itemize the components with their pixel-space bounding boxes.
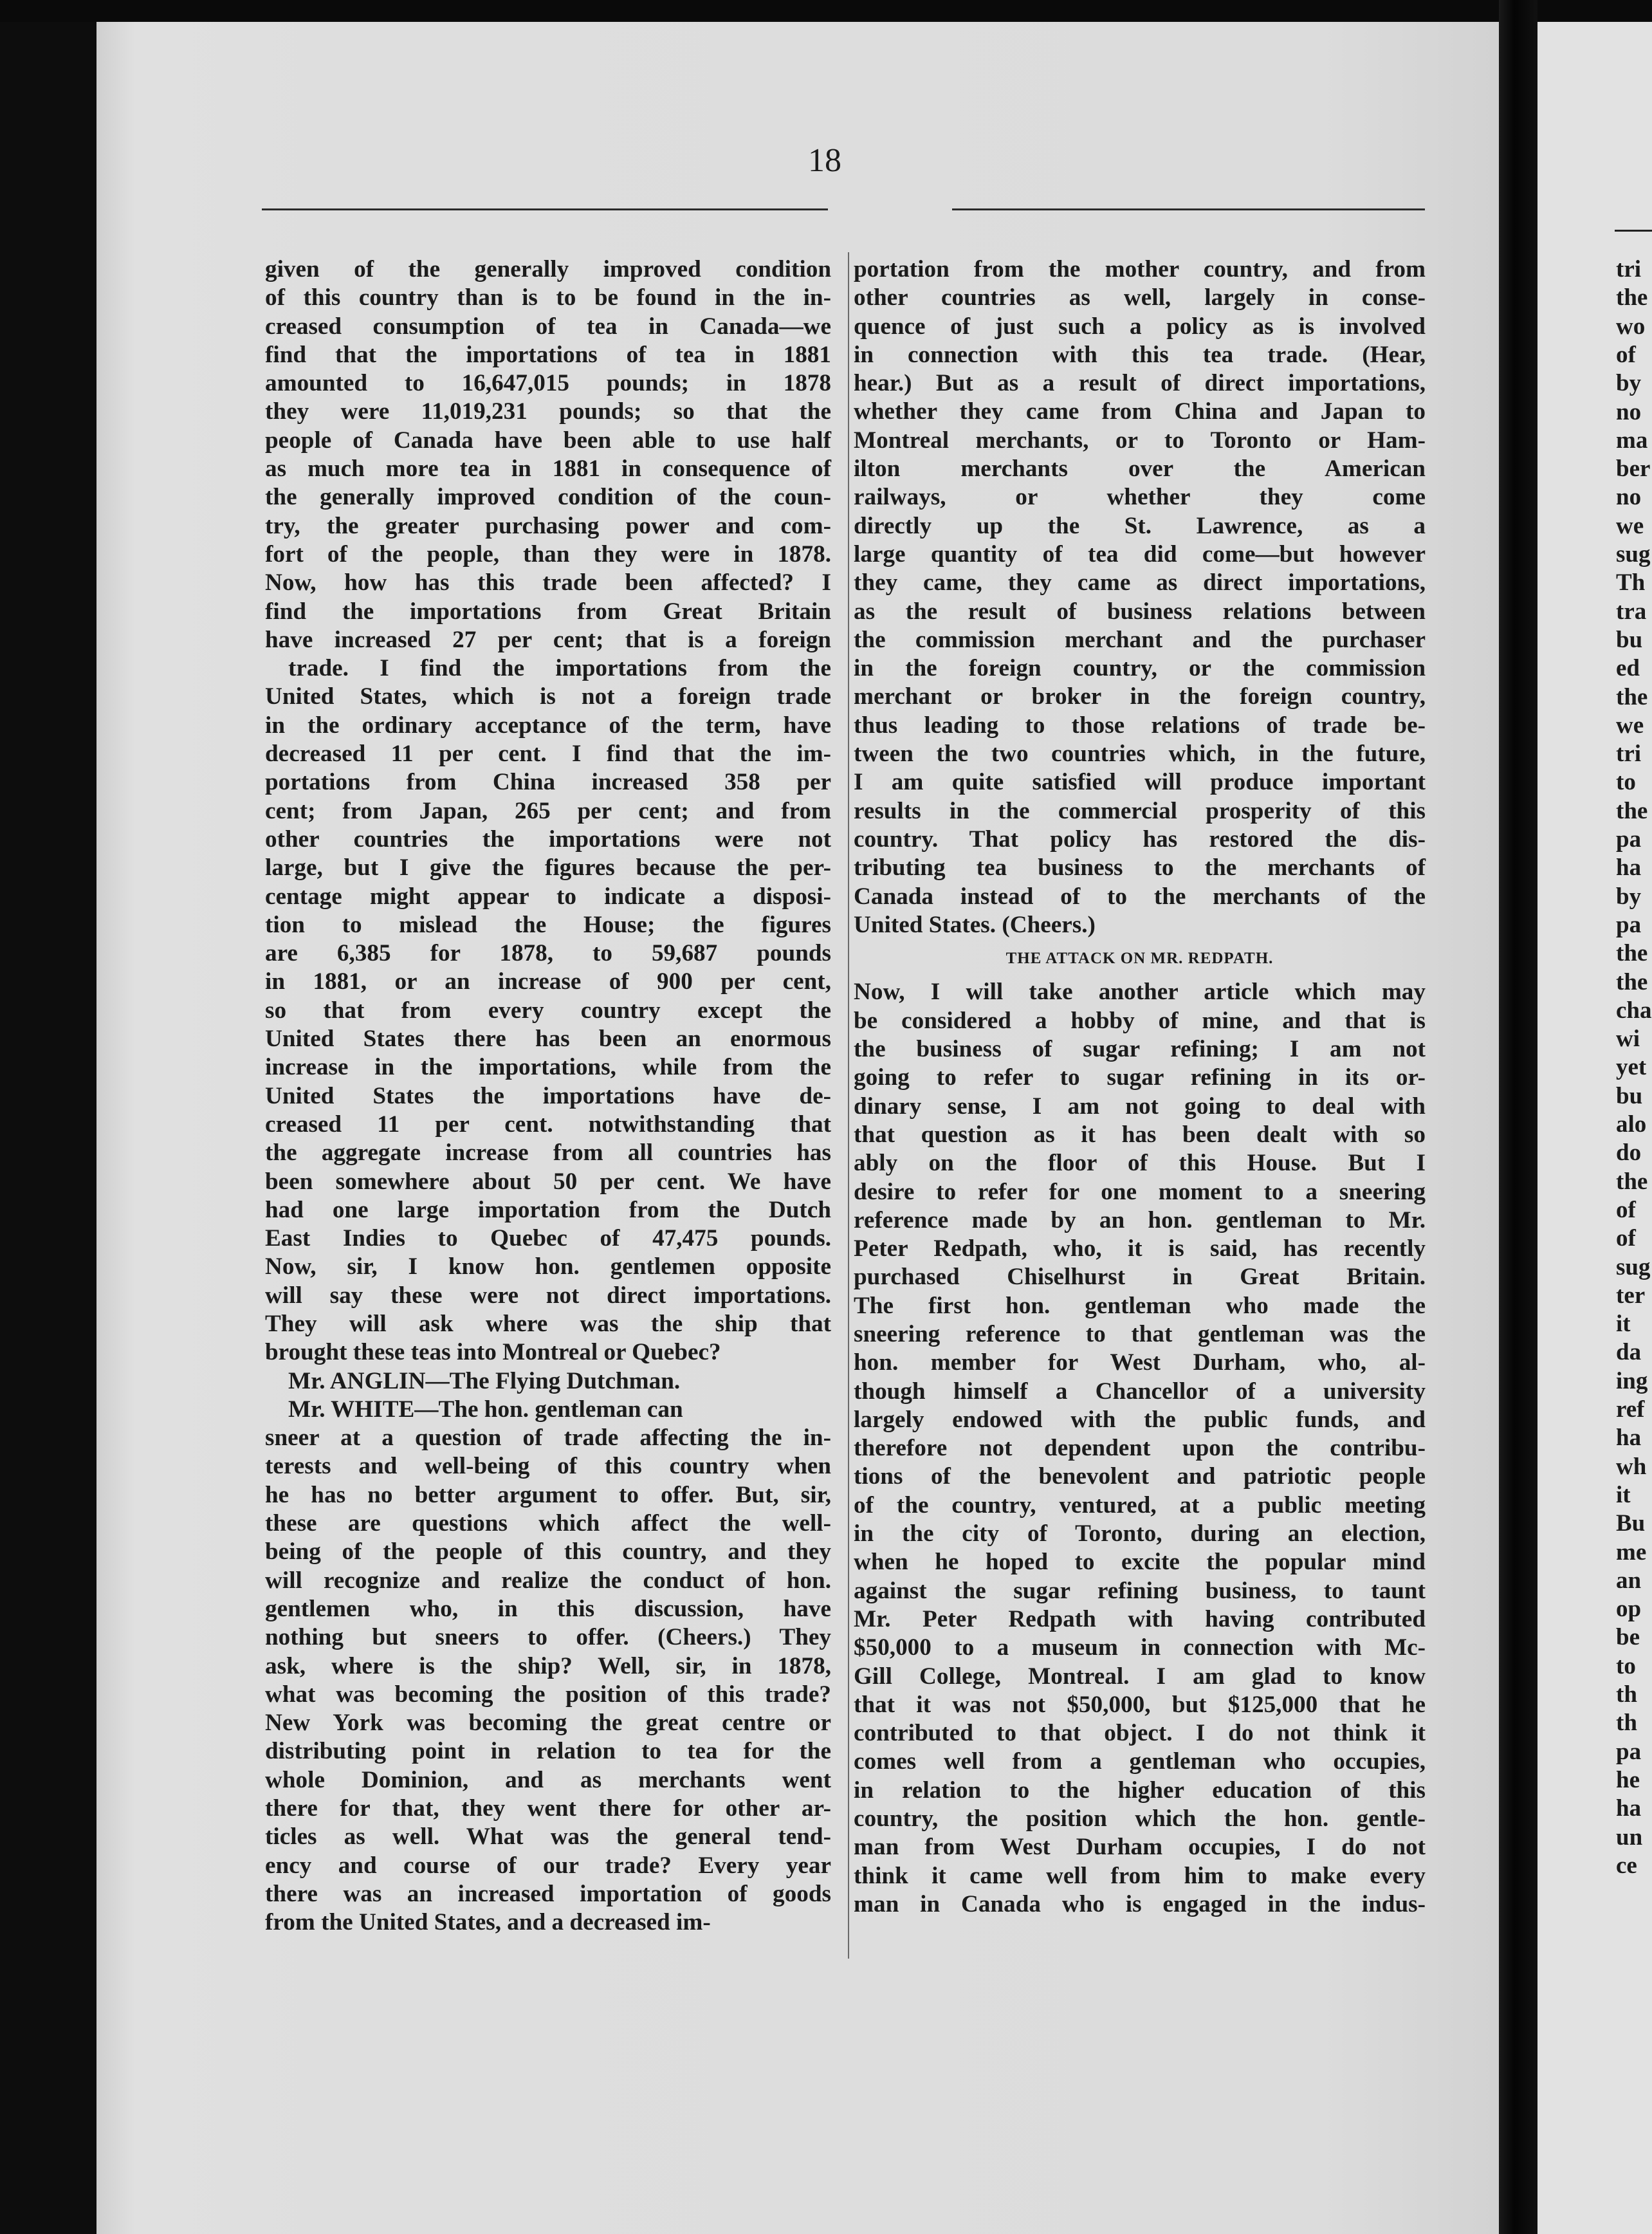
adjacent-page-fragment: the (1616, 683, 1648, 710)
text-line: therefore not dependent upon the contribu- (854, 1435, 1426, 1462)
adjacent-page-header-rule (1615, 230, 1652, 232)
text-line: find that the importations of tea in 1881 (265, 341, 831, 368)
adjacent-page-fragment: ha (1616, 854, 1642, 882)
adjacent-page-fragment: sug (1616, 1253, 1651, 1280)
text-line: ably on the floor of this House. But I (854, 1150, 1426, 1177)
text-line: tion to mislead the House; the figures (265, 911, 831, 938)
text-line: given of the generally improved condition (265, 256, 831, 282)
adjacent-page-fragment: wo (1616, 313, 1646, 340)
text-line: thus leading to those relations of trade be- (854, 712, 1426, 739)
text-line: dinary sense, I am not going to deal with (854, 1093, 1426, 1120)
adjacent-page-fragment: th (1616, 1681, 1637, 1708)
text-line: reference made by an hon. gentleman to Mr. (854, 1206, 1426, 1233)
adjacent-page-fragment: by (1616, 370, 1642, 397)
text-line: think it came well from him to make every (854, 1862, 1426, 1889)
adjacent-page-fragment: to (1616, 1652, 1636, 1679)
adjacent-page-fragment: of (1616, 341, 1636, 368)
text-line: in the city of Toronto, during an election, (854, 1520, 1426, 1547)
text-line: portations from China increased 358 per (265, 769, 831, 796)
adjacent-page-fragment: do (1616, 1140, 1642, 1167)
left-text-column (265, 255, 831, 1937)
text-line: try, the greater purchasing power and com- (265, 512, 831, 539)
adjacent-page-fragment: op (1616, 1596, 1642, 1623)
text-line: merchant or broker in the foreign country, (854, 683, 1426, 710)
text-line: as the result of business relations between (854, 598, 1426, 625)
adjacent-page-fragment: un (1616, 1823, 1643, 1851)
text-line: Mr. ANGLIN—The Flying Dutchman. (288, 1367, 681, 1394)
text-line: gentlemen who, in this discussion, have (265, 1595, 831, 1622)
text-line: tributing tea business to the merchants of (854, 854, 1426, 882)
adjacent-page-fragment: wi (1616, 1026, 1640, 1053)
right-text-column (854, 255, 1426, 1919)
adjacent-page-fragment: no (1616, 484, 1642, 511)
text-line: whether they came from China and Japan to (854, 398, 1426, 425)
text-line: ency and course of our trade? Every year (265, 1852, 831, 1879)
text-line: Now, how has this trade been affected? I (265, 569, 831, 596)
adjacent-page-fragment: Bu (1616, 1510, 1646, 1537)
text-line: trade. I find the importations from the (288, 655, 831, 682)
text-line: largely endowed with the public funds, and (854, 1406, 1426, 1433)
text-line: of this country than is to be found in the in- (265, 284, 831, 311)
text-line: he has no better argument to offer. But, sir, (265, 1481, 831, 1508)
text-line: in the foreign country, or the commission (854, 655, 1426, 682)
adjacent-page-fragment: of (1616, 1196, 1636, 1223)
column-divider (848, 252, 849, 1959)
text-line: man in Canada who is engaged in the indus- (854, 1890, 1426, 1917)
text-line: be considered a hobby of mine, and that is (854, 1007, 1426, 1034)
text-line: are 6,385 for 1878, to 59,687 pounds (265, 940, 831, 967)
text-line: New York was becoming the great centre or (265, 1710, 831, 1737)
text-line: Canada instead of to the merchants of the (854, 883, 1426, 910)
text-line: Gill College, Montreal. I am glad to know (854, 1663, 1426, 1690)
adjacent-page-fragment: ber (1616, 456, 1651, 483)
text-line: there for that, they went there for other ar- (265, 1795, 831, 1822)
text-line: when he hoped to excite the popular mind (854, 1549, 1426, 1576)
text-line: quence of just such a policy as is involved (854, 313, 1426, 340)
adjacent-page-fragment: ce (1616, 1852, 1637, 1879)
text-line: Now, I will take another article which may (854, 979, 1426, 1006)
adjacent-page-fragment: wh (1616, 1453, 1647, 1480)
adjacent-page-fragment: pa (1616, 911, 1642, 938)
adjacent-page-fragment: tri (1616, 256, 1642, 282)
text-line: United States the importations have de- (265, 1082, 831, 1109)
adjacent-page-fragment: we (1616, 512, 1644, 539)
adjacent-page-fragment: he (1616, 1766, 1640, 1793)
adjacent-page-fragment: the (1616, 797, 1648, 824)
text-line: hear.) But as a result of direct importations, (854, 370, 1426, 397)
text-line: hon. member for West Durham, who, al- (854, 1349, 1426, 1376)
text-line: ilton merchants over the American (854, 456, 1426, 483)
text-line: fort of the people, than they were in 1878. (265, 540, 831, 568)
text-line: ticles as well. What was the general tend- (265, 1823, 831, 1851)
adjacent-page-fragment: ref (1616, 1396, 1645, 1423)
text-line: had one large importation from the Dutch (265, 1196, 831, 1223)
text-line: results in the commercial prosperity of this (854, 797, 1426, 824)
adjacent-page-edge (1537, 22, 1652, 2234)
text-line: Now, sir, I know hon. gentlemen opposite (265, 1253, 831, 1280)
text-line: in the ordinary acceptance of the term, have (265, 712, 831, 739)
text-line: East Indies to Quebec of 47,475 pounds. (265, 1225, 831, 1252)
text-line: centage might appear to indicate a disposi- (265, 883, 831, 910)
text-line: been somewhere about 50 per cent. We have (265, 1168, 831, 1195)
text-line: these are questions which affect the well- (265, 1510, 831, 1537)
text-line: railways, or whether they come (854, 484, 1426, 511)
text-line: whole Dominion, and as merchants went (265, 1766, 831, 1793)
text-line: in relation to the higher education of this (854, 1777, 1426, 1804)
text-line: find the importations from Great Britain (265, 598, 831, 625)
text-line: so that from every country except the (265, 997, 831, 1024)
text-line: nothing but sneers to offer. (Cheers.) They (265, 1624, 831, 1651)
text-line: comes well from a gentleman who occupies, (854, 1748, 1426, 1775)
text-line: directly up the St. Lawrence, as a (854, 512, 1426, 539)
text-line: portation from the mother country, and from (854, 256, 1426, 282)
adjacent-page-fragment: no (1616, 398, 1642, 425)
text-line: going to refer to sugar refining in its or- (854, 1064, 1426, 1091)
adjacent-page-fragment: it (1616, 1481, 1631, 1508)
adjacent-page-fragment: alo (1616, 1111, 1647, 1138)
adjacent-page-fragment: yet (1616, 1054, 1647, 1081)
text-line: Mr. Peter Redpath with having contributed (854, 1605, 1426, 1632)
text-line: large, but I give the figures because the per- (265, 854, 831, 882)
text-line: decreased 11 per cent. I find that the im- (265, 741, 831, 768)
text-line: man from West Durham occupies, I do not (854, 1834, 1426, 1861)
adjacent-page-fragment: to (1616, 769, 1636, 796)
text-line: in connection with this tea trade. (Hear, (854, 341, 1426, 368)
text-line: contributed to that object. I do not think it (854, 1720, 1426, 1747)
adjacent-page-fragment: tra (1616, 598, 1647, 625)
adjacent-page-fragment: by (1616, 883, 1642, 910)
book-gutter (1499, 0, 1537, 2234)
text-line: United States, which is not a foreign trade (265, 683, 831, 710)
adjacent-page-fragment: pa (1616, 826, 1642, 853)
text-line: ask, where is the ship? Well, sir, in 1878, (265, 1652, 831, 1679)
text-line: purchased Chiselhurst in Great Britain. (854, 1264, 1426, 1291)
page-number: 18 (808, 142, 841, 179)
text-line: large quantity of tea did come—but however (854, 540, 1426, 568)
header-rule-right (952, 208, 1425, 210)
text-line: what was becoming the position of this trade? (265, 1681, 831, 1708)
text-line: distributing point in relation to tea for the (265, 1738, 831, 1765)
adjacent-page-fragment: da (1616, 1339, 1642, 1366)
scan-border (0, 0, 1652, 22)
adjacent-page-fragment: be (1616, 1624, 1640, 1651)
adjacent-page-fragment: ha (1616, 1795, 1642, 1822)
adjacent-page-fragment: bu (1616, 626, 1643, 653)
adjacent-page-fragment: ter (1616, 1282, 1646, 1309)
text-line: creased consumption of tea in Canada—we (265, 313, 831, 340)
header-rule-left (262, 208, 828, 210)
text-line: cent; from Japan, 265 per cent; and from (265, 797, 831, 824)
text-line: have increased 27 per cent; that is a foreign (265, 626, 831, 653)
text-line: They will ask where was the ship that (265, 1310, 831, 1337)
text-line: desire to refer for one moment to a sneering (854, 1178, 1426, 1205)
text-line: they came, they came as direct importations, (854, 569, 1426, 596)
adjacent-page-fragment: an (1616, 1567, 1642, 1594)
text-line: other countries the importations were not (265, 826, 831, 853)
adjacent-page-fragment: the (1616, 284, 1648, 311)
adjacent-page-fragment: the (1616, 940, 1648, 967)
text-line: tween the two countries which, in the future, (854, 741, 1426, 768)
text-line: United States. (Cheers.) (854, 911, 1096, 938)
text-line: Peter Redpath, who, it is said, has recently (854, 1235, 1426, 1262)
text-line: that question as it has been dealt with so (854, 1121, 1426, 1148)
adjacent-page-fragment: the (1616, 968, 1648, 995)
adjacent-page-fragment: ing (1616, 1367, 1648, 1394)
text-line: being of the people of this country, and they (265, 1538, 831, 1565)
text-line: brought these teas into Montreal or Quebec? (265, 1339, 721, 1366)
text-line: that it was not $50,000, but $125,000 that he (854, 1691, 1426, 1718)
adjacent-page-fragment: ha (1616, 1425, 1642, 1452)
text-line: country, the position which the hon. gentle- (854, 1805, 1426, 1832)
adjacent-page-fragment: we (1616, 712, 1644, 739)
adjacent-page-fragment: it (1616, 1311, 1631, 1338)
adjacent-page-fragment: th (1616, 1710, 1637, 1737)
text-line: as much more tea in 1881 in consequence of (265, 456, 831, 483)
text-line: country. That policy has restored the dis- (854, 826, 1426, 853)
text-line: against the sugar refining business, to taunt (854, 1577, 1426, 1604)
text-line: amounted to 16,647,015 pounds; in 1878 (265, 370, 831, 397)
adjacent-page-fragment: me (1616, 1538, 1647, 1565)
text-line: increase in the importations, while from the (265, 1054, 831, 1081)
text-line: from the United States, and a decreased im- (265, 1909, 711, 1936)
text-line: sneering reference to that gentleman was the (854, 1320, 1426, 1347)
adjacent-page-fragment: Th (1616, 569, 1646, 596)
text-line: the commission merchant and the purchaser (854, 626, 1426, 653)
section-heading: THE ATTACK ON MR. REDPATH. (1005, 950, 1274, 968)
text-line: the generally improved condition of the coun- (265, 484, 831, 511)
text-line: there was an increased importation of goods (265, 1880, 831, 1907)
text-line: will recognize and realize the conduct of hon. (265, 1567, 831, 1594)
adjacent-page-fragment: cha (1616, 997, 1652, 1024)
adjacent-page-fragment: sug (1616, 541, 1651, 568)
text-line: other countries as well, largely in conse- (854, 284, 1426, 311)
text-line: Montreal merchants, or to Toronto or Ham- (854, 427, 1426, 454)
adjacent-page-fragment: the (1616, 1168, 1648, 1195)
adjacent-page-fragment: tri (1616, 741, 1642, 768)
text-line: will say these were not direct importations. (265, 1282, 831, 1309)
adjacent-page-fragment: bu (1616, 1082, 1643, 1109)
adjacent-page-fragment: ed (1616, 655, 1640, 682)
text-line: of the country, ventured, at a public meeting (854, 1491, 1426, 1519)
adjacent-page-fragment: of (1616, 1225, 1636, 1252)
text-line: I am quite satisfied will produce important (854, 769, 1426, 796)
text-line: $50,000 to a museum in connection with Mc- (854, 1634, 1426, 1661)
text-line: the business of sugar refining; I am not (854, 1036, 1426, 1063)
text-line: they were 11,019,231 pounds; so that the (265, 398, 831, 425)
text-line: tions of the benevolent and patriotic people (854, 1463, 1426, 1490)
text-line: though himself a Chancellor of a university (854, 1378, 1426, 1405)
text-line: The first hon. gentleman who made the (854, 1292, 1426, 1319)
text-line: in 1881, or an increase of 900 per cent, (265, 968, 831, 995)
text-line: the aggregate increase from all countries has (265, 1140, 831, 1167)
text-line: terests and well-being of this country when (265, 1453, 831, 1480)
text-line: people of Canada have been able to use half (265, 427, 831, 454)
adjacent-page-fragment: pa (1616, 1738, 1642, 1765)
text-line: creased 11 per cent. notwithstanding that (265, 1111, 831, 1138)
adjacent-page-fragment: ma (1616, 427, 1648, 454)
text-line: sneer at a question of trade affecting the in- (265, 1425, 831, 1452)
text-line: Mr. WHITE—The hon. gentleman can (288, 1396, 683, 1423)
text-line: United States there has been an enormous (265, 1026, 831, 1053)
